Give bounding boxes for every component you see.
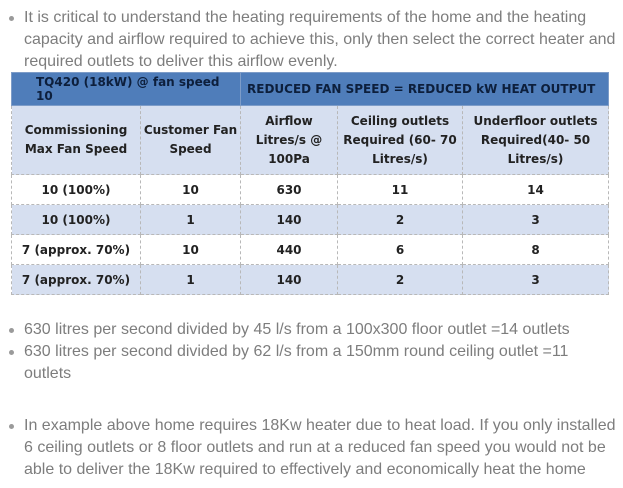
- table-cell: 7 (approx. 70%): [12, 265, 141, 295]
- table-cell: 140: [241, 265, 338, 295]
- column-header: Underfloor outlets Required(40- 50 Litres/s): [463, 106, 609, 175]
- table-cell: 630: [241, 175, 338, 205]
- bullet-item: In example above home requires 18Kw heater due to heat load. If you only installed 6 ceiling outlets or 8 floor outlets and run at a reduced fan speed you would not be able to deliver the 18Kw required to effectively and economically heat the home: [0, 415, 623, 481]
- column-header: Customer Fan Speed: [141, 106, 241, 175]
- column-header: Commissioning Max Fan Speed: [12, 106, 141, 175]
- bullet-item: 630 litres per second divided by 62 l/s from a 150mm round ceiling outlet =11 outlets: [0, 341, 623, 385]
- table-header-row: [12, 106, 609, 175]
- fan-speed-table: [11, 72, 608, 295]
- bullet-item: 630 litres per second divided by 45 l/s from a 100x300 floor outlet =14 outlets: [0, 319, 623, 341]
- table-cell: 10: [141, 175, 241, 205]
- example-bullet-list: [0, 415, 623, 481]
- table-cell: 11: [338, 175, 463, 205]
- table-cell: 10 (100%): [12, 205, 141, 235]
- table-title-row: [12, 73, 609, 106]
- table-row: [12, 265, 609, 295]
- table-title-left: TQ420 (18kW) @ fan speed 10: [12, 73, 241, 106]
- calculation-bullet-list: [0, 319, 623, 385]
- table-row: [12, 205, 609, 235]
- table-cell: 2: [338, 265, 463, 295]
- table-cell: 8: [463, 235, 609, 265]
- table-cell: 10 (100%): [12, 175, 141, 205]
- table-title-right: REDUCED FAN SPEED = REDUCED kW HEAT OUTPUT: [241, 73, 609, 106]
- table-cell: 140: [241, 205, 338, 235]
- column-header: Ceiling outlets Required (60- 70 Litres/s): [338, 106, 463, 175]
- table-cell: 440: [241, 235, 338, 265]
- table-cell: 6: [338, 235, 463, 265]
- table-cell: 2: [338, 205, 463, 235]
- table-cell: 3: [463, 265, 609, 295]
- table-cell: 1: [141, 205, 241, 235]
- intro-bullet-list: [0, 7, 623, 73]
- table-row: [12, 175, 609, 205]
- table-cell: 14: [463, 175, 609, 205]
- table-row: [12, 235, 609, 265]
- table-cell: 7 (approx. 70%): [12, 235, 141, 265]
- column-header: Airflow Litres/s @ 100Pa: [241, 106, 338, 175]
- table-cell: 3: [463, 205, 609, 235]
- table-cell: 10: [141, 235, 241, 265]
- table-cell: 1: [141, 265, 241, 295]
- bullet-item: It is critical to understand the heating requirements of the home and the heating capacity and airflow required to achieve this, only then select the correct heater and required outlets to deliver this airflow evenly.: [0, 7, 623, 73]
